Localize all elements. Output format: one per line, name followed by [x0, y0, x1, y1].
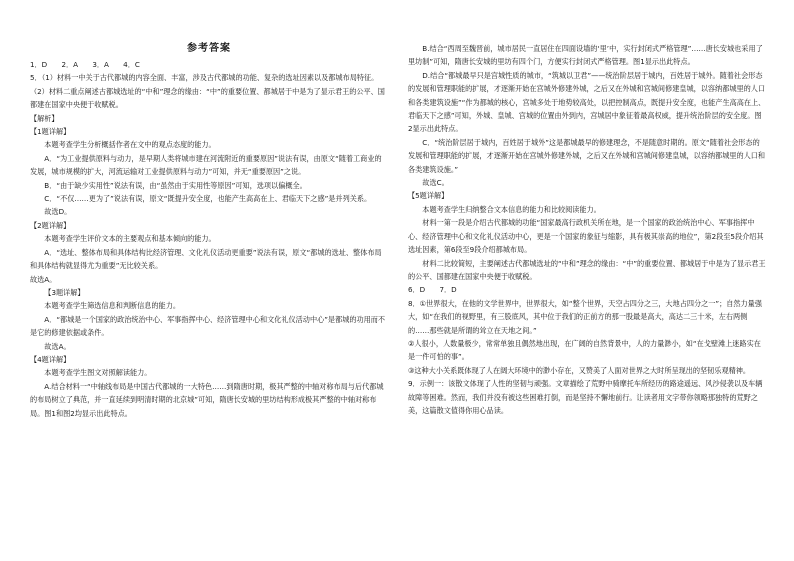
- page-title: 参考答案: [187, 43, 231, 54]
- left-paragraph: 【1题详解】: [30, 127, 71, 137]
- left-paragraph: A．“都城是一个国家的政治统治中心、军事指挥中心、经济管理中心和文化礼仪活动中心”是都城的功用而不是它的修建依据或条件。: [30, 314, 386, 338]
- right-paragraph: ③这种大小关系既体现了人在阔大环境中的渺小存在，又赞美了人面对世界之大时所呈现出的坚韧乐观精神。: [408, 365, 751, 375]
- right-paragraph: 本题考查学生归纳整合文本信息的能力和比较阅读能力。: [422, 204, 601, 214]
- left-paragraph: A．“为工业提供原料与动力，是早期人类将城市建在河流附近的重要原因”说法有误，由原文“随着工商业的发展，城市规模的扩大，河流运输对工业提供原料与动力”可知，并无“重要原因”之说。: [30, 153, 382, 177]
- left-lines: [30, 58, 388, 420]
- left-paragraph: 故选A。: [30, 274, 57, 284]
- right-lines: [408, 42, 766, 417]
- left-paragraph: 故选A。: [44, 341, 71, 351]
- left-paragraph: 【2题详解】: [30, 220, 71, 230]
- left-paragraph: 【3题详解】: [44, 287, 85, 297]
- left-paragraph: A.结合材料一“中轴线布局是中国古代都城的一大特色……到隋唐时期，极其严整的中轴对称布局与后代都城的布局树立了典范，并一直延续到明清时期的北京城”可知，隋唐长安城的里坊结构形成极其严整的中轴对称布局。图1和图2均显示出此特点。: [30, 381, 384, 418]
- left-paragraph: A．“选址、整体布局和具体结构比经济管理、文化礼仪活动更重要”说法有误，原文“都城的选址、整体布局和具体结构就显得尤为重要”无比较关系。: [30, 247, 382, 271]
- left-paragraph: 本题考查学生评价文本的主要观点和基本倾向的能力。: [44, 234, 216, 244]
- left-paragraph: 本题考查学生筛选信息和判断信息的能力。: [44, 301, 180, 311]
- left-paragraph: C．“不仅……更为了”说法有误，原文“既提升安全度，也能产生高高在上、君临天下之感”是并列关系。: [44, 194, 372, 204]
- left-paragraph: （2）材料二重点阐述古都城选址的“中和”理念的缘由：“中”的重要位置、都城居于中是为了显示君王的公平、国都建在国家中央便于收赋税。: [30, 86, 385, 110]
- right-paragraph: 材料二比较简短，主要阐述古代都城选址的“中和”理念的缘由：“中”的重要位置、都城居于中是为了显示君王的公平、国都建在国家中央便于收赋税。: [408, 258, 766, 281]
- left-paragraph: 1．D 2．A 3．A 4．C: [30, 60, 140, 69]
- right-column: [408, 0, 766, 417]
- right-paragraph: ②人很小，人数量极少，常常单独且偶然地出现，在广阔的自然背景中，人的力量渺小，如“在戈壁滩上迷路实在是一件可怕的事”。: [408, 338, 761, 362]
- left-paragraph: B．“由于缺少实用性”说法有误，由“虽然由于实用性等原因”可知，选项以偏概全。: [44, 180, 307, 190]
- left-paragraph: 本题考查学生图文对照解读能力。: [44, 368, 152, 378]
- right-paragraph: 故选C。: [422, 178, 449, 188]
- right-paragraph: 材料一第一段是介绍古代都城的功能“国家最高行政机关所在地，是一个国家的政治统治中心、军事指挥中心、经济管理中心和文化礼仪活动中心，更是一个国家的象征与缩影，具有极其崇高的地位”，第2段至5段介绍其选址因素，第6段至9段介绍都城布局。: [408, 218, 764, 255]
- left-paragraph: 【解析】: [30, 113, 59, 123]
- left-paragraph: 【4题详解】: [30, 354, 71, 364]
- right-paragraph: 8．①世界很大，在他的文学世界中，世界很大，如“整个世界，天空占四分之三，大地占四分之一”；自然力量强大，如“在我们的视野里，有三股底风，其中位于我们的正前方的那一股最是高大，高达二三十米，左右两侧的……那些就是所谓的耸立在天地之间。”: [408, 298, 762, 335]
- right-paragraph: D.结合“都城最早只是宫城性质的城市，“筑城以卫君”——统治阶层居于城内，百姓居于城外。随着社会形态的发展和管理职能的扩展，才逐渐开始在宫城外修建外城，之后又在外城和宫城间修建皇城，以容纳都城里的人口和各类建筑设施”“作为都城的核心，宫城多处于地势较高处，以把控制高点，既提升安全度，也能产生高高在上、君临天下之感”可知，外城、皇城、宫城的位置由外到内，宫城居中象征着最高权威，提升统治阶层的安全度。图2显示出此特点。: [408, 70, 766, 134]
- right-paragraph: C．“统治阶层居于城内，百姓居于城外”这是都城最早的修建理念，不是随意时期的。原文“随着社会形态的发展和管理职能的扩展，才逐渐开始在宫城外修建外城，之后又在外城和宫城间修建皇城，以容纳都城里的人口和各类建筑设施。”: [408, 137, 766, 174]
- right-paragraph: B.结合“西周至魏晋前，城市居民一直居住在四面设墙的‘里’中，实行封闭式严格管理”……唐长安城也采用了里坊制”可知，隋唐长安城的里坊有四个门，方便实行封闭式严格管理。图1显示出此特点。: [408, 44, 763, 67]
- right-paragraph: 6．D 7．D: [408, 285, 457, 295]
- left-paragraph: 5．（1）材料一中关于古代都城的内容全面、丰富，涉及古代都城的功能、复杂的选址因素以及都城布局特征。: [30, 73, 379, 83]
- right-paragraph: 9．示例一：该散文体现了人性的坚韧与顽强。文章描绘了荒野中骑摩托车所经历的路途遥远、风沙侵袭以及车辆故障等困难。然而，我们并没有被这些困难打倒，而是坚持不懈地前行。让读者用文字带你领略那独特的荒野之美，这篇散文值得你用心品读。: [408, 379, 763, 415]
- left-column: [30, 0, 388, 420]
- left-paragraph: 本题考查学生分析概括作者在文中的观点态度的能力。: [44, 140, 216, 150]
- right-paragraph: 【5题详解】: [408, 191, 449, 201]
- left-paragraph: 故选D。: [44, 207, 72, 217]
